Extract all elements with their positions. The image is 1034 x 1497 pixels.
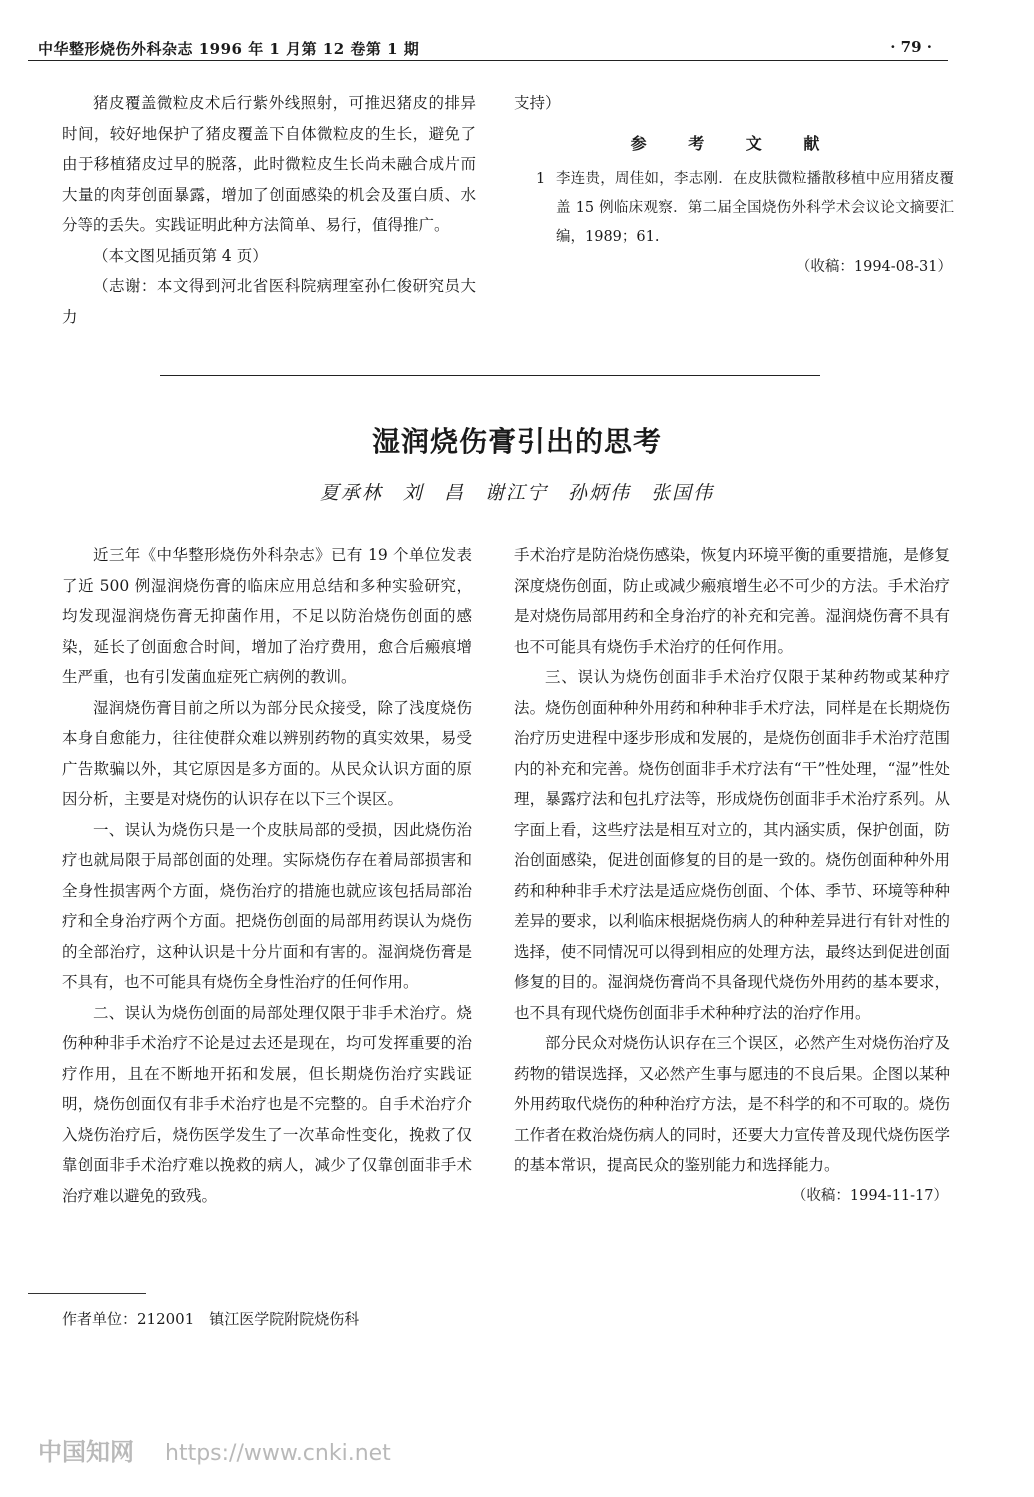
- acknowledgement-continued: 支持）: [514, 94, 561, 112]
- watermark-name: 中国知网: [38, 1438, 134, 1466]
- footnote-rule: [28, 1293, 146, 1294]
- reference-text: 李连贵，周佳如，李志刚．在皮肤微粒播散移植中应用猪皮覆盖 15 例临床观察．第二届全国烧伤外科学术会议论文摘要汇编，1989；61.: [556, 171, 954, 245]
- received-date: （收稿：1994-08-31）: [795, 259, 952, 275]
- article-body-left: [62, 540, 472, 1211]
- body-paragraph: 一、误认为烧伤只是一个皮肤局部的受损，因此烧伤治疗也就局限于局部创面的处理。实际烧伤存在着局部损害和全身性损害两个方面，烧伤治疗的措施也就应该包括局部治疗和全身治疗两个方面。把烧伤创面的局部用药误认为烧伤的全部治疗，这种认识是十分片面和有害的。湿润烧伤膏是不具有，也不可能具有烧伤全身性治疗的任何作用。: [62, 820, 472, 991]
- page-number: · 79 ·: [890, 38, 932, 56]
- header-rule: [28, 60, 948, 61]
- references-title: 参 考 文 献: [630, 133, 838, 153]
- section-divider: [160, 375, 820, 376]
- cnki-watermark: [38, 1432, 391, 1467]
- article-body-right: [514, 540, 950, 1211]
- body-paragraph: 三、误认为烧伤创面非手术治疗仅限于某种药物或某种疗法。烧伤创面种种外用药和种种非手术疗法，同样是在长期烧伤治疗历史进程中逐步形成和发展的，是烧伤创面非手术治疗范围内的补充和完善。烧伤创面非手术疗法有“干”性处理，“湿”性处理，暴露疗法和包扎疗法等，形成烧伤创面非手术治疗系列。从字面上看，这些疗法是相互对立的，其内涵实质，保护创面，防治创面感染，促进创面修复的目的是一致的。烧伤创面种种外用药和种种非手术疗法是适应烧伤创面、个体、季节、环境等种种差异的要求，以利临床根据烧伤病人的种种差异进行有针对性的选择，使不同情况可以得到相应的处理方法，最终达到促进创面修复的目的。湿润烧伤膏尚不具备现代烧伤外用药的基本要求，也不具有现代烧伤创面非手术种种疗法的治疗作用。: [514, 668, 950, 1022]
- figure-note: （本文图见插页第 4 页）: [93, 246, 268, 265]
- previous-article-paragraph: 猪皮覆盖微粒皮术后行紫外线照射，可推迟猪皮的排异时间，较好地保护了猪皮覆盖下自体微粒皮的生长，避免了由于移植猪皮过早的脱落，此时微粒皮生长尚未融合成片而大量的肉芽创面暴露，增加了创面感染的机会及蛋白质、水分等的丢失。实践证明此种方法简单、易行，值得推广。: [62, 94, 476, 234]
- watermark-url: https://www.cnki.net: [165, 1441, 391, 1466]
- body-paragraph: 手术治疗是防治烧伤感染，恢复内环境平衡的重要措施，是修复深度烧伤创面，防止或减少瘢痕增生必不可少的方法。手术治疗是对烧伤局部用药和全身治疗的补充和完善。湿润烧伤膏不具有也不可能具有烧伤手术治疗的任何作用。: [514, 546, 950, 656]
- reference-number: 1: [536, 171, 546, 187]
- body-paragraph: 湿润烧伤膏目前之所以为部分民众接受，除了浅度烧伤本身自愈能力，往往使群众难以辨别药物的真实效果，易受广告欺骗以外，其它原因是多方面的。从民众认识方面的原因分析，主要是对烧伤的认识存在以下三个误区。: [62, 698, 472, 808]
- body-paragraph: 部分民众对烧伤认识存在三个误区，必然产生对烧伤治疗及药物的错误选择，又必然产生事与愿违的不良后果。企图以某种外用药取代烧伤的种种治疗方法，是不科学的和不可取的。烧伤工作者在救治烧伤病人的同时，还要大力宣传普及现代烧伤医学的基本常识，提高民众的鉴别能力和选择能力。: [514, 1034, 950, 1174]
- acknowledgement: （志谢：本文得到河北省医科院病理室孙仁俊研究员大力: [62, 277, 476, 326]
- journal-header: 中华整形烧伤外科杂志 1996 年 1 月第 12 卷第 1 期: [38, 40, 420, 58]
- body-paragraph: 近三年《中华整形烧伤外科杂志》已有 19 个单位发表了近 500 例湿润烧伤膏的临床应用总结和多种实验研究，均发现湿润烧伤膏无抑菌作用，不足以防治烧伤创面的感染，延长了创面愈合时间，增加了治疗费用，愈合后瘢痕增生严重，也有引发菌血症死亡病例的教训。: [62, 546, 472, 686]
- author-affiliation: 作者单位：212001 镇江医学院附院烧伤科: [62, 1310, 360, 1328]
- body-paragraph: 二、误认为烧伤创面的局部处理仅限于非手术治疗。烧伤种种非手术治疗不论是过去还是现在，均可发挥重要的治疗作用，且在不断地开拓和发展，但长期烧伤治疗实践证明，烧伤创面仅有非手术治疗也是不完整的。自手术治疗介入烧伤治疗后，烧伤医学发生了一次革命性变化，挽救了仅靠创面非手术治疗难以挽救的病人，减少了仅靠创面非手术治疗难以避免的致残。: [62, 1003, 472, 1205]
- previous-article-end: [62, 88, 476, 332]
- article-authors: 夏承林 刘 昌 谢江宁 孙炳伟 张国伟: [319, 482, 715, 504]
- reference-item: [514, 165, 954, 252]
- article-received-date: （收稿：1994-11-17）: [791, 1187, 948, 1204]
- references-block: [514, 88, 954, 283]
- article-title: 湿润烧伤膏引出的思考: [371, 425, 662, 458]
